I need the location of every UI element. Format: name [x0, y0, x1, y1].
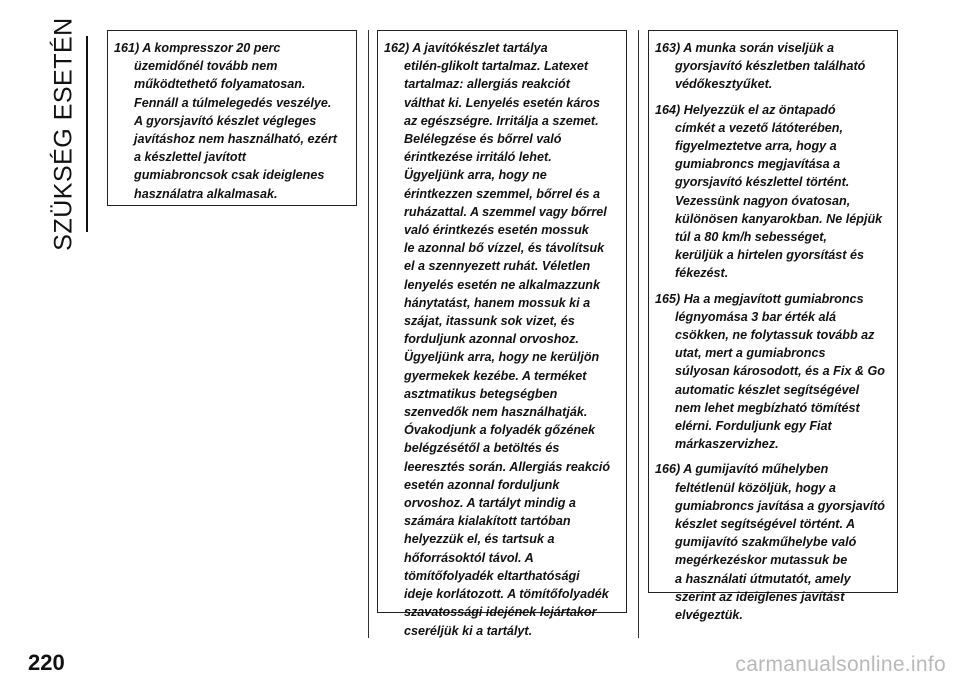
note-line: készlet segítségével történt. A [675, 517, 856, 532]
note-line: A javítókészlet tartálya [412, 41, 548, 55]
column-divider-2 [638, 30, 639, 638]
note-line: A gyorsjavító készlet végleges [134, 113, 317, 128]
note-line: légnyomása 3 bar érték alá [675, 309, 837, 324]
section-title-rule [86, 36, 88, 232]
section-title [46, 17, 82, 251]
note-line: gumiabroncsok csak ideiglenes [134, 168, 325, 183]
note-line: szenvedők nem használhatják. [404, 405, 588, 420]
note-line: A gumijavító műhelyben [683, 462, 829, 477]
warning-note [655, 39, 891, 94]
note-line: címkét a vezető látóterében, [675, 120, 843, 135]
note-line: márkaszervizhez. [675, 437, 779, 452]
note-line: gyermekek kezébe. A terméket [404, 368, 587, 383]
note-line: ruházattal. A szemmel vagy bőrrel [404, 204, 607, 219]
note-line: Ha a megjavított gumiabroncs [683, 291, 864, 306]
note-line: szavatossági idejének lejártakor [404, 605, 597, 620]
note-line: gumiabroncs megjavítása a [675, 157, 841, 172]
note-line: ideje korlátozott. A tömítőfolyadék [404, 587, 609, 602]
note-number: 164) [655, 102, 681, 117]
note-line: A munka során viseljük a [683, 41, 834, 55]
note-line: nem lehet megbízható tömítést [675, 400, 860, 415]
note-line: túl a 80 km/h sebességet, [675, 230, 827, 245]
note-number: 161) [114, 41, 140, 55]
note-line: súlyosan károsodott, és a Fix & Go [675, 364, 885, 379]
note-line: kerüljük a hirtelen gyorsítást és [675, 248, 864, 263]
warning-box-161 [107, 30, 357, 206]
note-line: Fennáll a túlmelegedés veszélye. [134, 95, 332, 110]
note-line: Helyezzük el az öntapadó [683, 102, 836, 117]
warning-note [114, 39, 350, 203]
note-line: el a szennyezett ruhát. Véletlen [404, 259, 591, 274]
note-line: csökken, ne folytassuk tovább az [675, 328, 875, 343]
warning-box-163-166 [648, 30, 898, 623]
note-line: gyorsjavító készletben található [675, 59, 866, 74]
note-line: feltétlenül közöljük, hogy a [675, 480, 836, 495]
warning-note [655, 460, 891, 624]
note-line: gumijavító szakműhelybe való [675, 535, 857, 550]
column-divider-1 [368, 30, 369, 638]
note-line: etilén-glikolt tartalmaz. Latexet [404, 59, 589, 74]
note-line: működtethető folyamatosan. [134, 77, 306, 92]
note-line: érintkezése irritáló lehet. [404, 150, 552, 165]
note-line: Ügyeljünk arra, hogy ne [404, 168, 547, 183]
note-line: különösen kanyarokban. Ne lépjük [675, 211, 883, 226]
note-line: hőforrásoktól távol. A [404, 550, 534, 565]
note-line: leeresztés során. Allergiás reakció [404, 459, 611, 474]
note-line: a készlettel javított [134, 150, 246, 165]
note-line: elvégeztük. [675, 608, 743, 623]
note-line: az egészségre. Irritálja a szemet. [404, 113, 599, 128]
note-line: javításhoz nem használható, ezért [134, 132, 337, 147]
note-line: válthat ki. Lenyelés esetén káros [404, 95, 601, 110]
note-line: használatra alkalmasak. [134, 186, 278, 201]
note-line: gumiabroncs javítása a gyorsjavító [675, 498, 885, 513]
note-line: helyezzük el, és tartsuk a [404, 532, 555, 547]
note-line: le azonnal bő vízzel, és távolítsuk [404, 241, 605, 256]
note-line: A kompresszor 20 perc [142, 41, 281, 55]
note-line: automatic készlet segítségével [675, 382, 860, 397]
note-line: megérkezéskor mutassuk be [675, 553, 848, 568]
note-line: szerint az ideiglenes javítást [675, 589, 845, 604]
footer-watermark: carmanualsonline.info [735, 653, 946, 676]
note-line: szájat, itassunk sok vizet, és [404, 314, 575, 329]
note-line: érintkezzen szemmel, bőrrel és a [404, 186, 600, 201]
note-line: elérni. Forduljunk egy Fiat [675, 419, 832, 434]
note-line: utat, mert a gumiabroncs [675, 346, 826, 361]
note-number: 163) [655, 41, 681, 55]
note-number: 165) [655, 291, 681, 306]
note-line: esetén azonnal forduljunk [404, 477, 560, 492]
note-line: fékezést. [675, 266, 729, 281]
note-line: Ügyeljünk arra, hogy ne kerüljön [404, 350, 600, 365]
note-number: 166) [655, 462, 681, 477]
note-number: 162) [384, 41, 410, 55]
note-line: Vezessünk nagyon óvatosan, [675, 193, 851, 208]
note-line: orvoshoz. A tartályt mindig a [404, 496, 576, 511]
page-number: 220 [28, 650, 65, 675]
note-line: való érintkezés esetén mossuk [404, 223, 589, 238]
note-line: lenyelés esetén ne alkalmazzunk [404, 277, 601, 292]
note-line: hánytatást, hanem mossuk ki a [404, 295, 591, 310]
warning-note [384, 39, 620, 640]
note-line: asztmatikus betegségben [404, 386, 558, 401]
note-line: számára kialakított tartóban [404, 514, 571, 529]
note-line: tömítőfolyadék eltarthatósági [404, 568, 580, 583]
note-line: a használati útmutatót, amely [675, 571, 851, 586]
note-line: Óvakodjunk a folyadék gőzének [404, 423, 596, 438]
note-line: cseréljük ki a tartályt. [404, 623, 533, 638]
note-line: belégzésétől a betöltés és [404, 441, 560, 456]
note-line: tartalmaz: allergiás reakciót [404, 77, 570, 92]
note-line: forduljunk azonnal orvoshoz. [404, 332, 579, 347]
section-title-text: SZÜKSÉG ESETÉN [49, 17, 78, 251]
note-line: üzemidőnél tovább nem [134, 59, 278, 74]
warning-note [655, 101, 891, 283]
note-line: védőkesztyűket. [675, 77, 773, 92]
note-line: Belélegzése és bőrrel való [404, 132, 562, 147]
note-line: figyelmeztetve arra, hogy a [675, 139, 837, 154]
warning-box-162 [377, 30, 627, 638]
note-line: gyorsjavító készlettel történt. [675, 175, 850, 190]
warning-note [655, 290, 891, 454]
